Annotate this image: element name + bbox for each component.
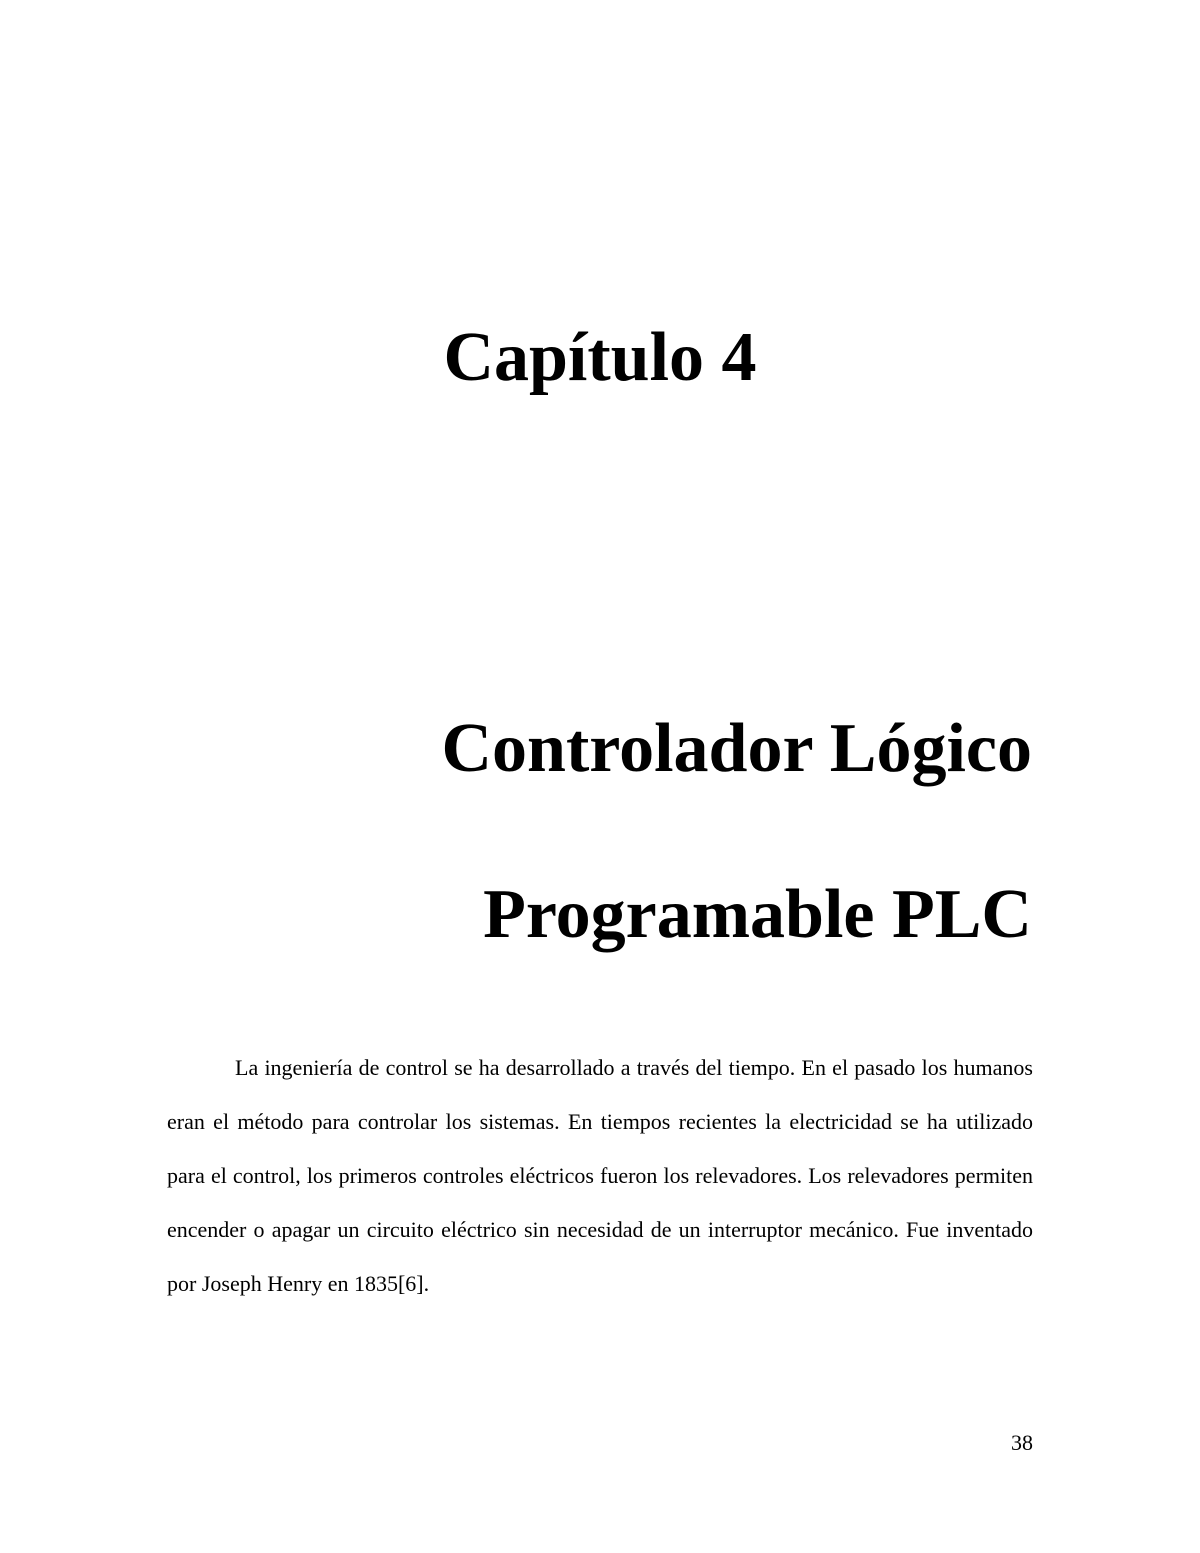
chapter-title-line-1: Controlador Lógico — [441, 710, 1032, 787]
body-paragraph — [167, 1041, 1033, 1311]
chapter-title-line-2: Programable PLC — [483, 876, 1032, 953]
page-number: 38 — [1011, 1430, 1033, 1455]
chapter-label: Capítulo 4 — [443, 319, 757, 396]
chapter-title — [232, 666, 1032, 998]
body-paragraph-text: La ingeniería de control se ha desarrollado a través del tiempo. En el pasado los humanos eran el método para controlar los sistemas. En tiempos recientes la electricidad se ha utilizado para el control, los primeros controles eléctricos fueron los relevadores. Los relevadores permiten encender o apagar un circuito eléctrico sin necesidad de un interruptor mecánico. Fue inventado por Joseph Henry en 1835[6]. — [167, 1055, 1033, 1296]
